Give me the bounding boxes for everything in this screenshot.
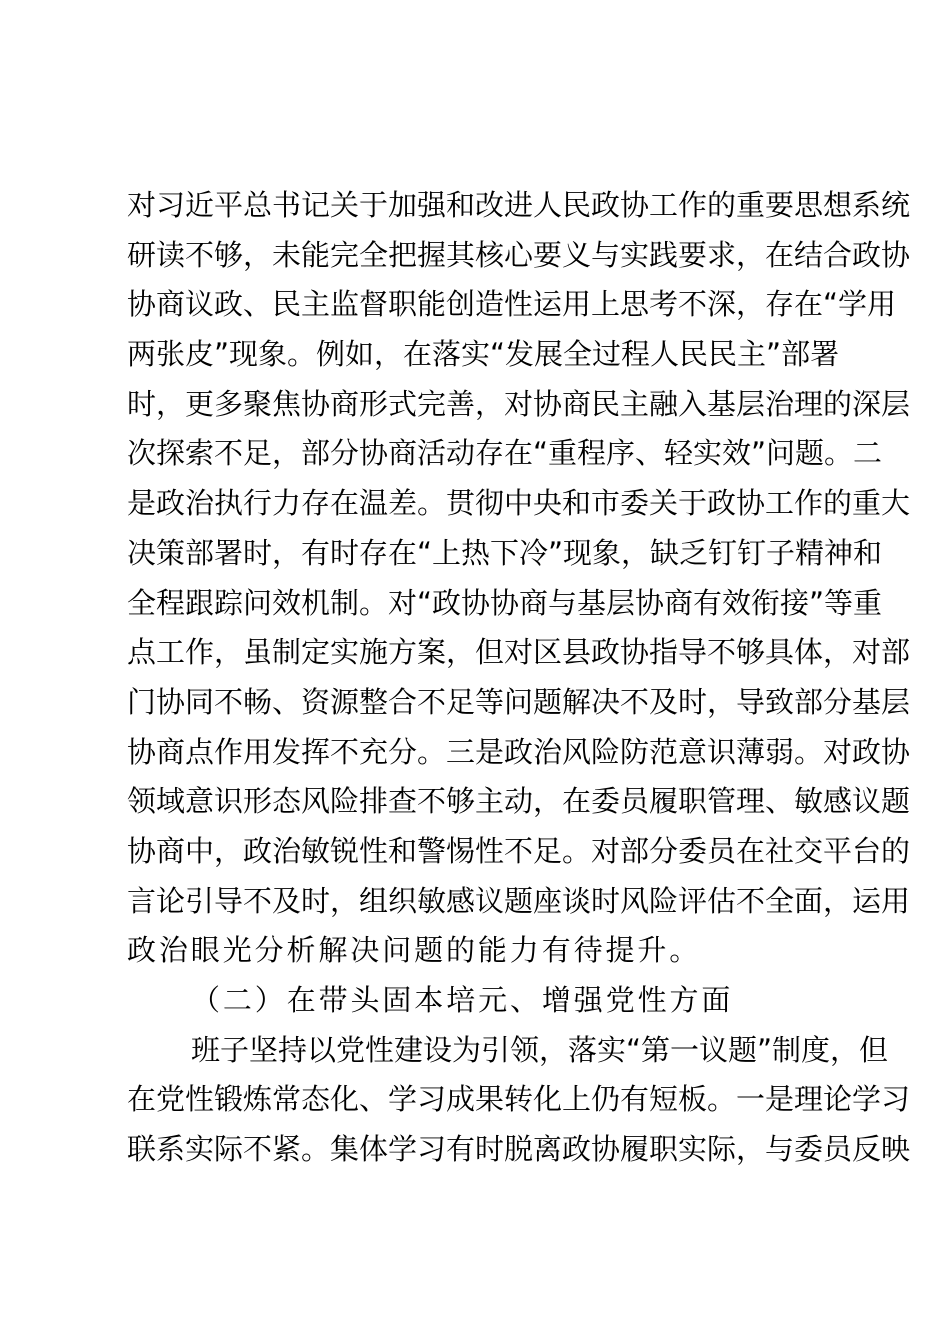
document-page: [127, 181, 911, 1175]
text-line: 是政治执行力存在温差。贯彻中央和市委关于政协工作的重大: [127, 486, 911, 521]
text-line: 两张皮”现象。例如，在落实“发展全过程人民民主”部署: [127, 337, 840, 372]
text-line: 协商议政、民主监督职能创造性运用上思考不深，存在“学用: [127, 287, 897, 322]
text-line: 言论引导不及时，组织敏感议题座谈时风险评估不全面，运用: [127, 883, 911, 918]
text-line: 时，更多聚焦协商形式完善，对协商民主融入基层治理的深层: [127, 386, 911, 421]
paragraph-political-execution: [127, 181, 911, 976]
text-line: 对习近平总书记关于加强和改进人民政协工作的重要思想系统: [127, 188, 911, 222]
text-line: 全程跟踪问效机制。对“政协协商与基层协商有效衔接”等重: [127, 585, 883, 620]
paragraph-party-spirit: [127, 1026, 911, 1175]
text-line: 决策部署时，有时存在“上热下冷”现象，缺乏钉钉子精神和: [127, 535, 883, 570]
text-line: 联系实际不紧。集体学习有时脱离政协履职实际，与委员反映: [127, 1132, 911, 1167]
text-line: 领域意识形态风险排查不够主动，在委员履职管理、敏感议题: [127, 784, 911, 819]
text-line: 次探索不足，部分协商活动存在“重程序、轻实效”问题。二: [127, 436, 883, 471]
text-line: 点工作，虽制定实施方案，但对区县政协指导不够具体，对部: [127, 635, 911, 670]
text-line: 在党性锻炼常态化、学习成果转化上仍有短板。一是理论学习: [127, 1082, 911, 1117]
section-heading: （二）在带头固本培元、增强党性方面: [191, 983, 734, 1017]
text-line: 政治眼光分析解决问题的能力有待提升。: [127, 933, 702, 968]
text-line: 研读不够，未能完全把握其核心要义与实践要求，在结合政协: [127, 237, 911, 272]
text-line: 协商点作用发挥不充分。三是政治风险防范意识薄弱。对政协: [127, 734, 911, 769]
text-line: 门协同不畅、资源整合不足等问题解决不及时，导致部分基层: [127, 684, 911, 719]
text-line: 班子坚持以党性建设为引领，落实“第一议题”制度，但: [191, 1032, 889, 1067]
text-line: 协商中，政治敏锐性和警惕性不足。对部分委员在社交平台的: [127, 833, 911, 868]
